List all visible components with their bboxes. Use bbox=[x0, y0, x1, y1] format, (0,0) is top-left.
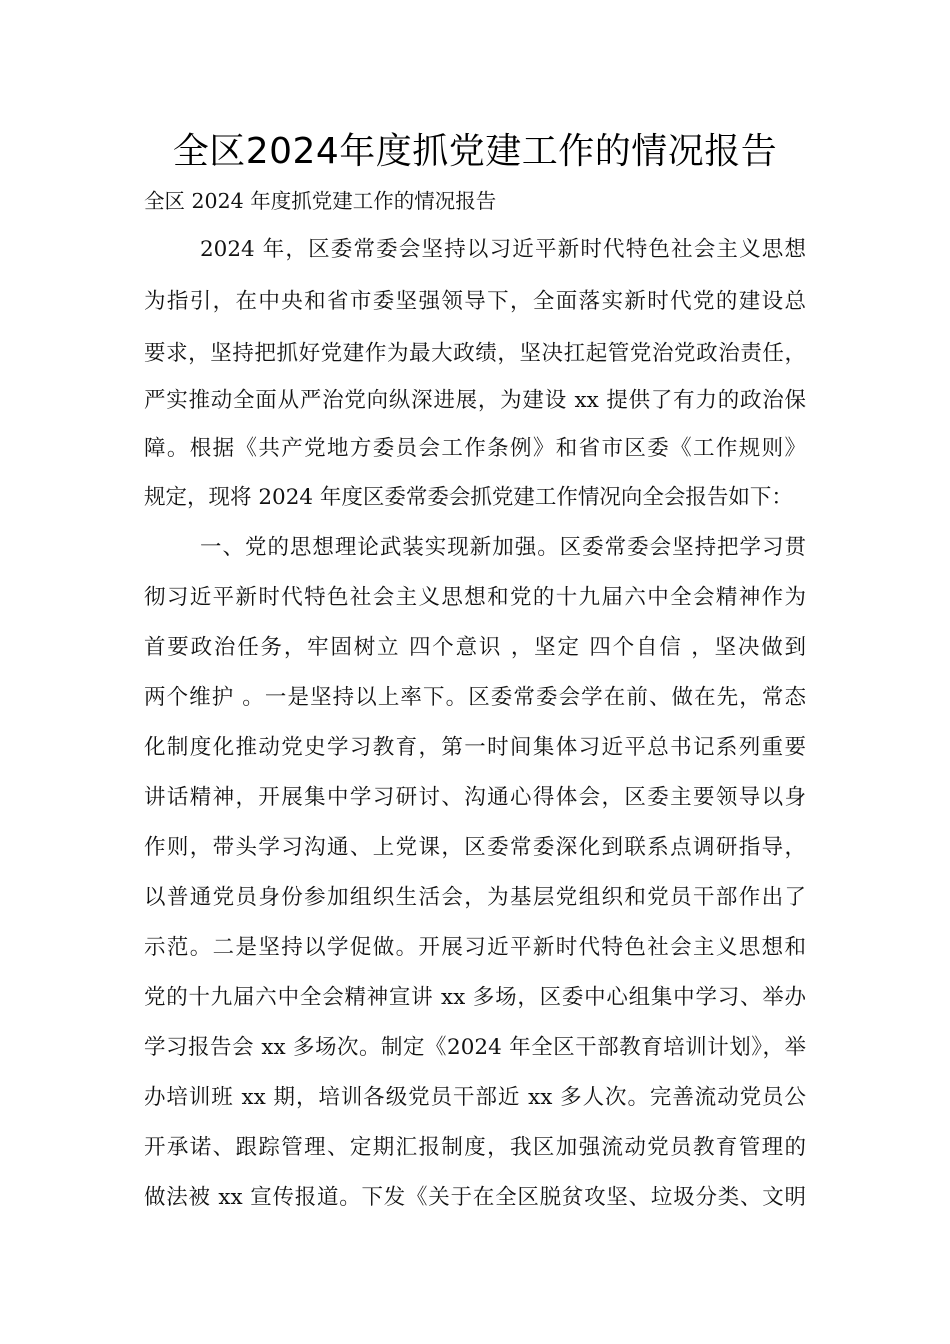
paragraph-line: 开承诺、跟踪管理、定期汇报制度，我区加强流动党员教育管理的 bbox=[144, 1135, 806, 1160]
paragraph-line: 讲话精神，开展集中学习研讨、沟通心得体会，区委主要领导以身 bbox=[144, 785, 806, 810]
paragraph-line: 化制度化推动党史学习教育，第一时间集体习近平总书记系列重要 bbox=[144, 735, 806, 760]
paragraph-line: 规定，现将 2024 年度区委常委会抓党建工作情况向全会报告如下： bbox=[144, 485, 793, 510]
paragraph-line: 障。根据《共产党地方委员会工作条例》和省市区委《工作规则》 bbox=[144, 436, 806, 461]
paragraph-line: 首要政治任务，牢固树立 四个意识 ，坚定 四个自信 ，坚决做到 bbox=[144, 635, 806, 660]
document-subtitle: 全区 2024 年度抓党建工作的情况报告 bbox=[144, 189, 497, 213]
paragraph-line: 党的十九届六中全会精神宣讲 xx 多场，区委中心组集中学习、举办 bbox=[144, 985, 806, 1010]
paragraph-line: 一、党的思想理论武装实现新加强。区委常委会坚持把学习贯 bbox=[200, 535, 806, 560]
paragraph-line: 严实推动全面从严治党向纵深进展，为建设 xx 提供了有力的政治保 bbox=[144, 388, 806, 413]
paragraph-line: 两个维护 。一是坚持以上率下。区委常委会学在前、做在先，常态 bbox=[144, 685, 806, 710]
paragraph-line: 做法被 xx 宣传报道。下发《关于在全区脱贫攻坚、垃圾分类、文明 bbox=[144, 1185, 806, 1210]
paragraph-line: 作则，带头学习沟通、上党课，区委常委深化到联系点调研指导， bbox=[144, 835, 806, 860]
paragraph-line: 彻习近平新时代特色社会主义思想和党的十九届六中全会精神作为 bbox=[144, 585, 806, 610]
paragraph-line: 2024 年，区委常委会坚持以习近平新时代特色社会主义思想 bbox=[200, 237, 806, 262]
paragraph-line: 学习报告会 xx 多场次。制定《2024 年全区干部教育培训计划》，举 bbox=[144, 1035, 806, 1060]
paragraph-line: 要求，坚持把抓好党建作为最大政绩，坚决扛起管党治党政治责任， bbox=[144, 341, 806, 366]
paragraph-line: 为指引，在中央和省市委坚强领导下，全面落实新时代党的建设总 bbox=[144, 289, 806, 314]
paragraph-line: 以普通党员身份参加组织生活会，为基层党组织和党员干部作出了 bbox=[144, 885, 806, 910]
paragraph-line: 示范。二是坚持以学促做。开展习近平新时代特色社会主义思想和 bbox=[144, 935, 806, 960]
document-title: 全区2024年度抓党建工作的情况报告 bbox=[172, 131, 778, 172]
paragraph-line: 办培训班 xx 期，培训各级党员干部近 xx 多人次。完善流动党员公 bbox=[144, 1085, 806, 1110]
